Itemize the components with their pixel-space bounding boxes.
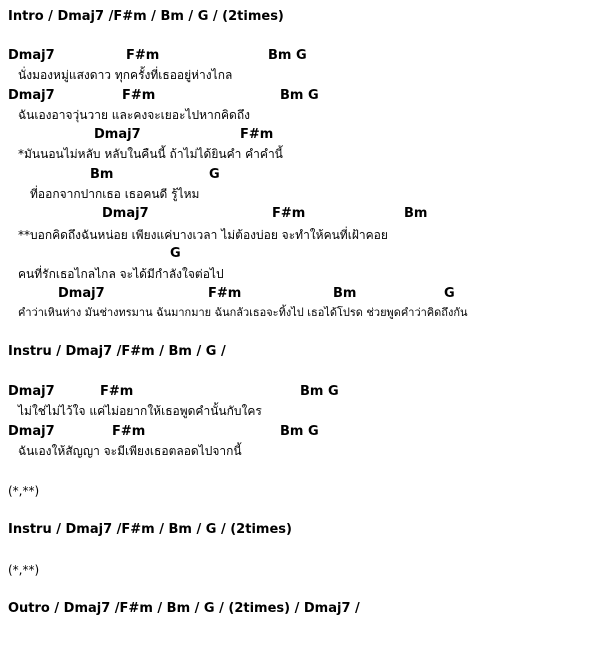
chord: F#m (126, 48, 160, 63)
chord: F#m (112, 424, 146, 439)
chord: F#m (240, 127, 274, 142)
chord: Bm (404, 206, 428, 221)
lyric-line: *มันนอนไม่หลับ หลับในคืนนี้ ถ้าไม่ได้ยินคำ คำคำนี้ (18, 147, 283, 161)
chord: Bm G (280, 424, 319, 439)
instrumental-line: Instru / Dmaj7 /F#m / Bm / G / (2times) (8, 522, 292, 537)
lyric-line: ฉันเองอาจวุ่นวาย และคงจะเยอะไปหากคิดถึง (18, 108, 250, 122)
chord: G (170, 246, 181, 261)
chord: Dmaj7 (8, 48, 55, 63)
chord: Bm G (300, 384, 339, 399)
lyric-line: ไม่ใช่ไม่ไว้ใจ แค่ไม่อยากให้เธอพูดคำนั้นกับใคร (18, 404, 262, 418)
chord: Dmaj7 (8, 88, 55, 103)
chord: Dmaj7 (102, 206, 149, 221)
chord: G (444, 286, 455, 301)
chord: Dmaj7 (8, 384, 55, 399)
chord: F#m (100, 384, 134, 399)
chord: Dmaj7 (58, 286, 105, 301)
chord: F#m (272, 206, 306, 221)
chord: F#m (208, 286, 242, 301)
lyric-line: คนที่รักเธอไกลไกล จะได้มีกำลังใจต่อไป (18, 267, 224, 281)
chord: Dmaj7 (94, 127, 141, 142)
chord: Dmaj7 (8, 424, 55, 439)
lyric-line: คำว่าเหินห่าง มันช่างทรมาน ฉันมากมาย ฉันกลัวเธอจะทิ้งไป เธอได้โปรด ช่วยพูดคำว่าคิดถึงกัน (18, 306, 468, 319)
chord: Bm (333, 286, 357, 301)
chord: F#m (122, 88, 156, 103)
lyric-line: ที่ออกจากปากเธอ เธอคนดี รู้ไหม (30, 187, 200, 201)
instrumental-line: Instru / Dmaj7 /F#m / Bm / G / (8, 344, 226, 359)
chord: G (209, 167, 220, 182)
lyric-line: ฉันเองให้สัญญา จะมีเพียงเธอตลอดไปจากนี้ (18, 444, 242, 458)
chord: Bm G (268, 48, 307, 63)
intro-line: Intro / Dmaj7 /F#m / Bm / G / (2times) (8, 9, 284, 24)
lyric-line: **บอกคิดถึงฉันหน่อย เพียงแค่บางเวลา ไม่ต้องบ่อย จะทำให้คนที่เฝ้าคอย (18, 228, 388, 242)
lyric-line: นั่งมองหมู่แสงดาว ทุกครั้งที่เธออยู่ห่างไกล (18, 68, 233, 82)
repeat-note: (*,**) (8, 563, 40, 577)
chord: Bm (90, 167, 114, 182)
outro-line: Outro / Dmaj7 /F#m / Bm / G / (2times) / Dmaj7 / (8, 601, 360, 616)
chord: Bm G (280, 88, 319, 103)
repeat-note: (*,**) (8, 484, 40, 498)
